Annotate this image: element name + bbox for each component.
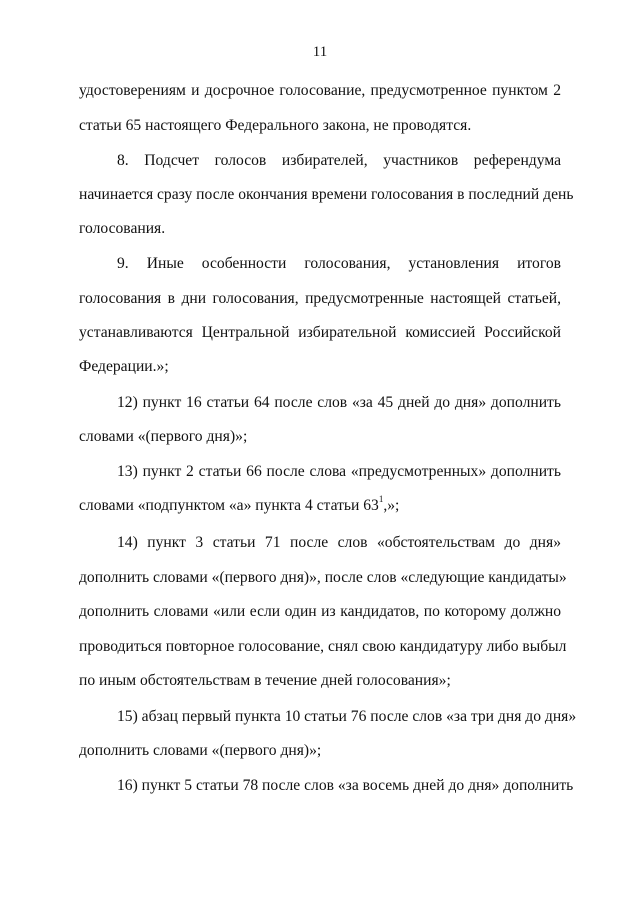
paragraph-line: статьи 65 настоящего Федерального закона, не проводятся. bbox=[79, 117, 472, 134]
paragraph-line: 15) абзац первый пункта 10 статьи 76 после слов «за три дня до дня» bbox=[117, 708, 577, 725]
paragraph-line-text: словами «подпунктом «а» пункта 4 статьи 63 bbox=[79, 497, 379, 514]
paragraph-line: проводиться повторное голосование, снял свою кандидатуру либо выбыл bbox=[79, 638, 567, 655]
paragraph-line: 8. Подсчет голосов избирателей, участников референдума bbox=[117, 152, 561, 169]
paragraph-line: начинается сразу после окончания времени голосования в последний день bbox=[79, 186, 574, 203]
page-number: 11 bbox=[312, 44, 328, 60]
paragraph-line: дополнить словами «или если один из кандидатов, по которому должно bbox=[79, 603, 561, 620]
paragraph-line: по иным обстоятельствам в течение дней голосования»; bbox=[79, 672, 451, 689]
paragraph-line: дополнить словами «(первого дня)», после слов «следующие кандидаты» bbox=[79, 569, 567, 586]
paragraph-line: словами «(первого дня)»; bbox=[79, 428, 248, 445]
paragraph-line-text: ,»; bbox=[383, 497, 400, 514]
paragraph-line bbox=[79, 489, 561, 523]
paragraph-line: 12) пункт 16 статьи 64 после слов «за 45 дней до дня» дополнить bbox=[117, 394, 561, 411]
paragraph-line: 13) пункт 2 статьи 66 после слова «предусмотренных» дополнить bbox=[117, 463, 561, 480]
paragraph-line: 14) пункт 3 статьи 71 после слов «обстоятельствам до дня» bbox=[117, 534, 561, 551]
superscript: 1 bbox=[378, 493, 384, 504]
paragraph-line: устанавливаются Центральной избирательной комиссией Российской bbox=[79, 324, 561, 341]
paragraph-line: дополнить словами «(первого дня)»; bbox=[79, 742, 322, 759]
paragraph-line: 16) пункт 5 статьи 78 после слов «за восемь дней до дня» дополнить bbox=[117, 777, 574, 794]
paragraph-line: Федерации.»; bbox=[79, 358, 169, 375]
paragraph-line: 9. Иные особенности голосования, установления итогов bbox=[117, 255, 561, 272]
paragraph-line: удостоверениям и досрочное голосование, предусмотренное пунктом 2 bbox=[79, 82, 561, 99]
paragraph-line: голосования. bbox=[79, 220, 166, 237]
paragraph-line: голосования в дни голосования, предусмотренные настоящей статьей, bbox=[79, 290, 561, 307]
